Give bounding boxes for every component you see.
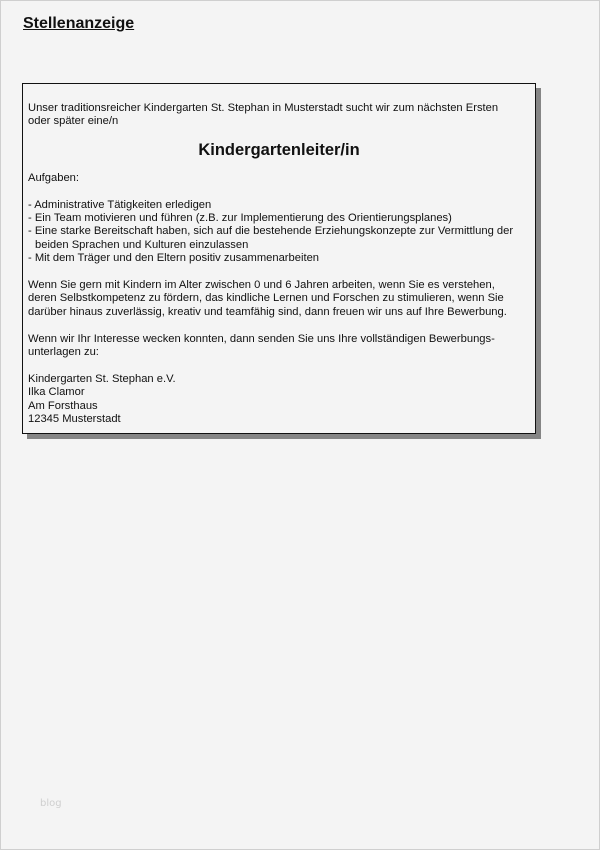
job-title: Kindergartenleiter/in [198,140,360,159]
address-line: Ilka Clamor [28,386,85,399]
requirements-paragraph [28,279,530,319]
tasks-heading: Aufgaben: [28,171,80,184]
paragraph-line: Wenn wir Ihr Interesse wecken konnten, dann senden Sie uns Ihre vollständigen Bewerbungs- [28,332,495,345]
task-item: - Eine starke Bereitschaft haben, sich auf die bestehende Erziehungskonzepte zur Vermittlung der [28,225,514,238]
task-item: - Mit dem Träger und den Eltern positiv zusammenarbeiten [28,252,320,265]
job-ad-box [22,83,536,434]
watermark: blog [40,798,62,809]
contact-address [28,373,530,427]
paragraph-line: Wenn Sie gern mit Kindern im Alter zwischen 0 und 6 Jahren arbeiten, wenn Sie es verstehen, [28,279,495,292]
paragraph-line: darüber hinaus zuverlässig, kreativ und teamfähig sind, dann freuen wir uns auf Ihre Bewerbung. [28,305,507,318]
application-paragraph [28,333,530,360]
address-line: Am Forsthaus [28,399,98,412]
task-item-continuation: beiden Sprachen und Kulturen einzulassen [35,238,249,251]
tasks-list [28,199,530,266]
address-line: Kindergarten St. Stephan e.V. [28,372,176,385]
address-line: 12345 Musterstadt [28,413,121,426]
paragraph-line: unterlagen zu: [28,346,99,359]
intro-line: oder später eine/n [28,115,119,128]
task-item: - Ein Team motivieren und führen (z.B. zur Implementierung des Orientierungsplanes) [28,212,452,225]
task-item: - Administrative Tätigkeiten erledigen [28,198,212,211]
intro-line: Unser traditionsreicher Kindergarten St. Stephan in Musterstadt sucht wir zum nächsten Ersten [28,102,499,114]
document-title: Stellenanzeige [23,15,135,32]
paragraph-line: deren Selbstkompetenz zu fördern, das kindliche Lernen und Forschen zu stimulieren, wenn Sie [28,292,504,305]
